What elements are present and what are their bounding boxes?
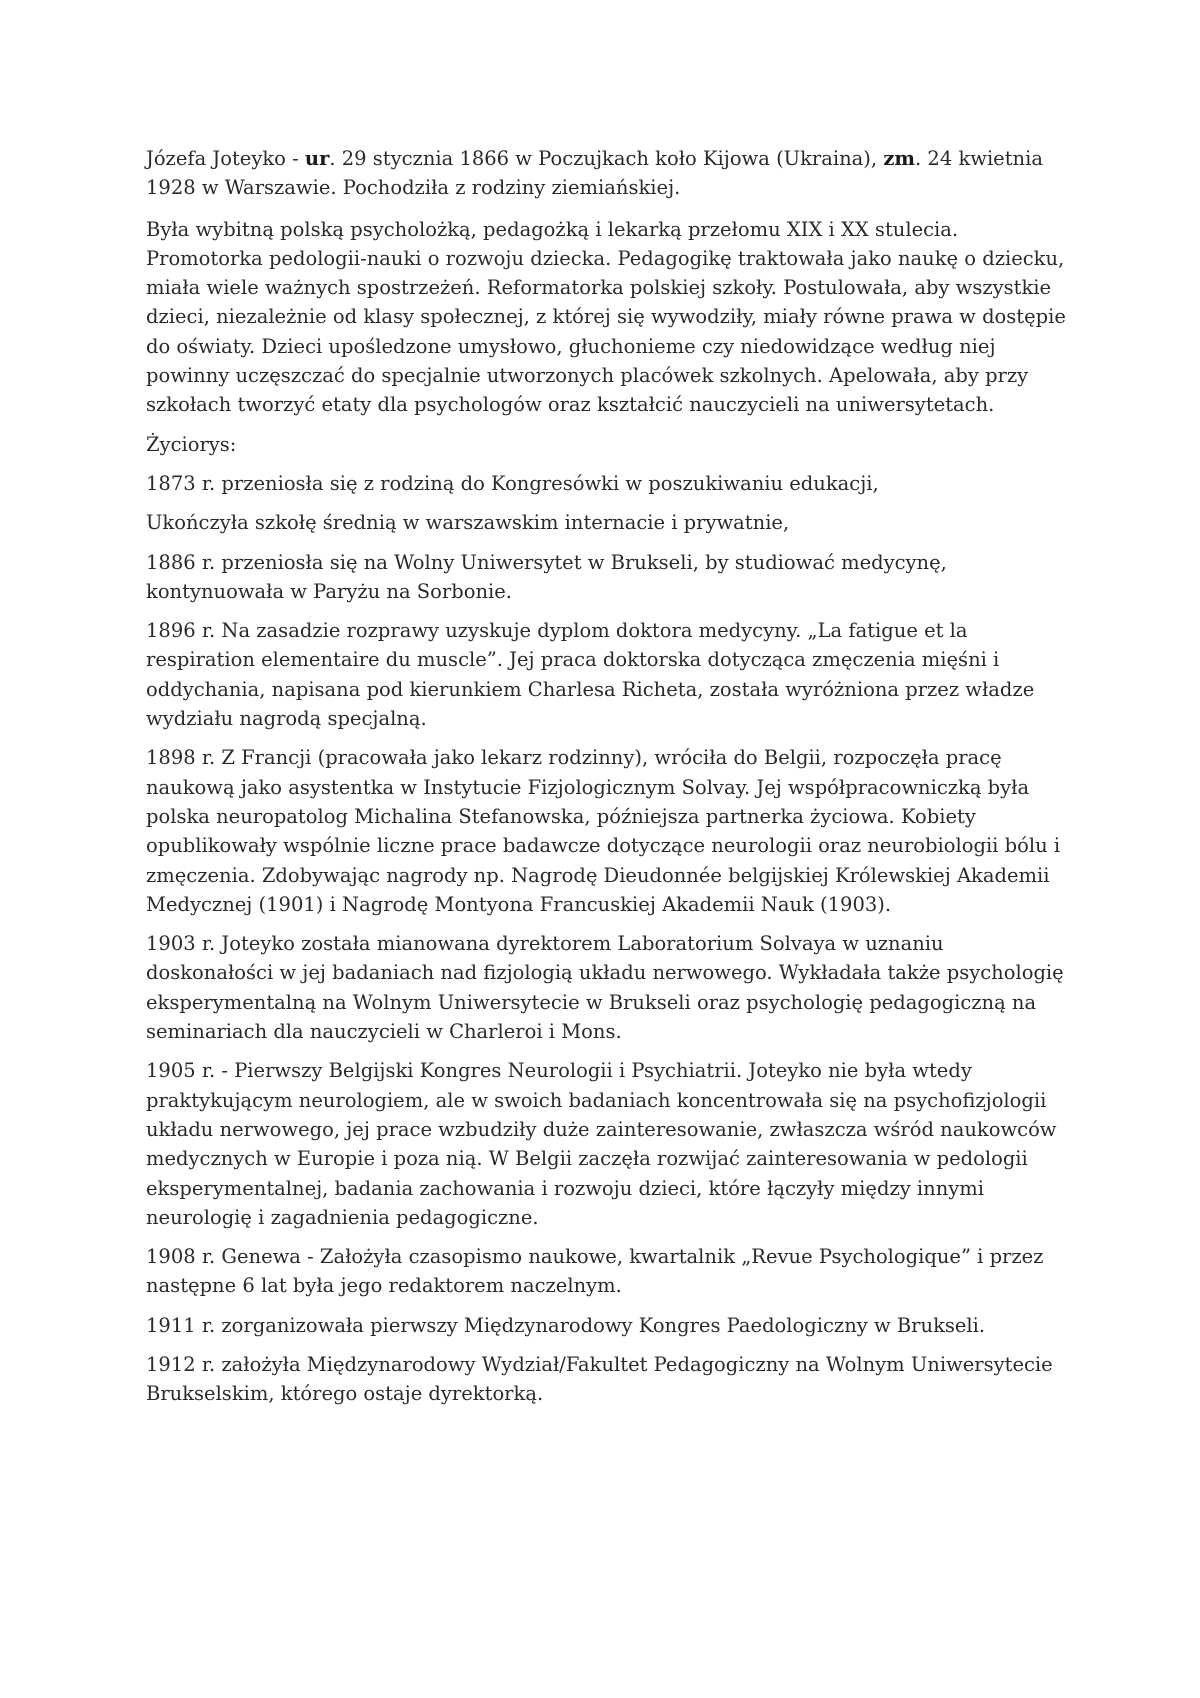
died-text: . 24 kwietnia 1928 w Warszawie. Pochodziła z rodziny ziemiańskiej. [146, 147, 1043, 200]
born-label: ur [304, 147, 330, 170]
biography-entry: 1873 r. przeniosła się z rodziną do Kongresówki w poszukiwaniu edukacji, [146, 471, 879, 495]
biography-heading: Życiorys: [146, 432, 237, 456]
biography-entry: 1886 r. przeniosła się na Wolny Uniwersytet w Brukseli, by studiować medycynę, kontynuowała w Paryżu na Sorbonie. [146, 550, 947, 603]
biography-entry: Ukończyła szkołę średnią w warszawskim internacie i prywatnie, [146, 511, 790, 535]
biography-entry: 1908 r. Genewa - Założyła czasopismo naukowe, kwartalnik „Revue Psychologique” i przez następne 6 lat była jego redaktorem naczelnym. [146, 1245, 1044, 1298]
person-name: Józefa Joteyko - [146, 147, 305, 170]
biography-entry: 1911 r. zorganizowała pierwszy Międzynarodowy Kongres Paedologiczny w Brukseli. [146, 1313, 986, 1337]
born-text: . 29 stycznia 1866 w Poczujkach koło Kijowa (Ukraina), [329, 147, 884, 170]
biography-entry: 1903 r. Joteyko została mianowana dyrektorem Laboratorium Solvaya w uznaniu doskonałości w jej badaniach nad fizjologią układu nerwowego. Wykładała także psychologię eksperymentalną na Wolnym Uniwersytecie w Brukseli oraz psychologię pedagogiczną na seminariach dla nauczycieli w Charleroi i Mons. [146, 932, 1064, 1044]
document-page [146, 144, 1071, 1419]
biography-entry: 1912 r. założyła Międzynarodowy Wydział/Fakultet Pedagogiczny na Wolnym Uniwersytecie Brukselskim, którego ostaje dyrektorką. [146, 1352, 1053, 1406]
died-label: zm [883, 147, 916, 170]
biography-entry: 1905 r. - Pierwszy Belgijski Kongres Neurologii i Psychiatrii. Joteyko nie była wtedy praktykującym neurologiem, ale w swoich badaniach koncentrowała się na psychofizjologii układu nerwowego, jej prace wzbudziły duże zainteresowanie, zwłaszcza wśród naukowców medycznych w Europie i poza nią. W Belgii zaczęła rozwijać zainteresowania w pedologii eksperymentalnej, badania zachowania i rozwoju dzieci, które łączyły między innymi neurologię i zagadnienia pedagogiczne. [146, 1059, 1057, 1229]
intro-paragraph [146, 144, 1071, 203]
biography-entry: 1896 r. Na zasadzie rozprawy uzyskuje dyplom doktora medycyny. „La fatigue et la respiration elementaire du muscle”. Jej praca doktorska dotycząca zmęczenia mięśni i oddychania, napisana pod kierunkiem Charlesa Richeta, została wyróżniona przez władze wydziału nagrodą specjalną. [146, 619, 1035, 731]
summary-paragraph: Była wybitną polską psycholożką, pedagożką i lekarką przełomu XIX i XX stulecia. Promotorka pedologii-nauki o rozwoju dziecka. Pedagogikę traktowała jako naukę o dziecku, miała wiele ważnych spostrzeżeń. Reformatorka polskiej szkoły. Postulowała, aby wszystkie dzieci, niezależnie od klasy społecznej, z której się wywodziły, miały równe prawa w dostępie do oświaty. Dzieci upośledzone umysłowo, głuchonieme czy niedowidzące według niej powinny uczęszczać do specjalnie utworzonych placówek szkolnych. Apelowała, aby przy szkołach tworzyć etaty dla psychologów oraz kształcić nauczycieli na uniwersytetach. [146, 217, 1066, 417]
biography-entry: 1898 r. Z Francji (pracowała jako lekarz rodzinny), wróciła do Belgii, rozpoczęła pracę naukową jako asystentka w Instytucie Fizjologicznym Solvay. Jej współpracowniczką była polska neuropatolog Michalina Stefanowska, późniejsza partnerka życiowa. Kobiety opublikowały wspólnie liczne prace badawcze dotyczące neurologii oraz neurobiologii bólu i zmęczenia. Zdobywając nagrody np. Nagrodę Dieudonnée belgijskiej Królewskiej Akademii Medycznej (1901) i Nagrodę Montyona Francuskiej Akademii Nauk (1903). [146, 746, 1061, 916]
